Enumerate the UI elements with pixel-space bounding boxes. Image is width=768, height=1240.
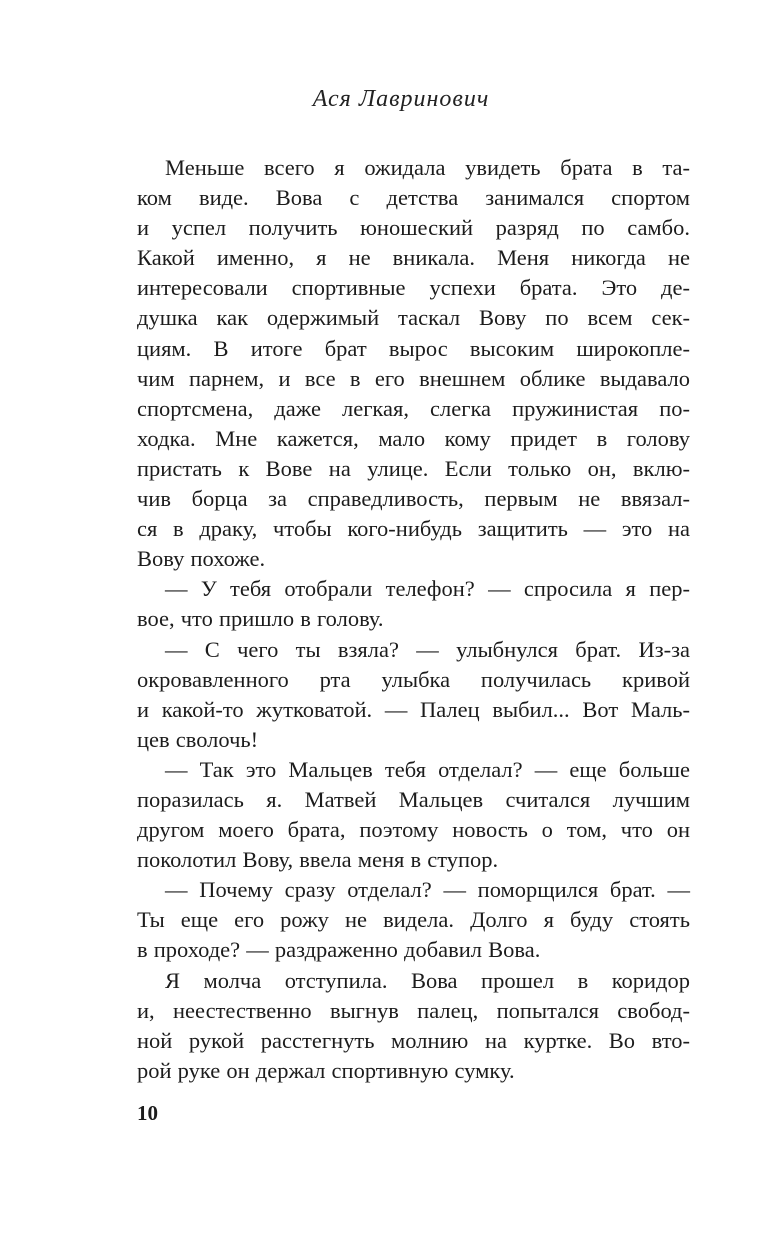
text-line: — Почему сразу отделал? — поморщился брат. — [165,877,690,903]
text-line: поколотил Вову, ввела меня в ступор. [137,847,499,873]
running-header-author: Ася Лавринович [312,86,490,112]
text-line: Вову похоже. [137,546,266,572]
text-line: — У тебя отобрали телефон? — спросила я пер- [165,576,690,602]
page-number: 10 [137,1101,158,1125]
paragraph [137,153,690,574]
text-line: ной рукой расстегнуть молнию на куртке. Во вто- [137,1027,690,1053]
text-line: окровавленного рта улыбка получилась кривой [137,666,690,692]
text-line: Я молча отступила. Вова прошел в коридор [165,967,690,993]
paragraph [137,966,690,1086]
text-block [137,153,690,1086]
text-line: и, неестественно выгнув палец, попытался свобод- [137,997,690,1023]
text-line: в проходе? — раздраженно добавил Вова. [137,937,541,963]
text-line: циям. В итоге брат вырос высоким широкопле- [137,335,690,361]
text-line: другом моего брата, поэтому новость о том, что он [137,817,690,843]
text-line: и какой-то жутковатой. — Палец выбил... Вот Маль- [137,696,690,722]
text-line: ся в драку, чтобы кого-нибудь защитить — это на [137,516,690,542]
text-line: рой руке он держал спортивную сумку. [137,1057,515,1083]
text-line: спортсмена, даже легкая, слегка пружинистая по- [137,395,690,421]
text-line: чив борца за справедливость, первым не ввязал- [137,486,690,512]
text-line: и успел получить юношеский разряд по самбо. [137,215,690,241]
paragraph [137,875,690,965]
paragraph [137,635,690,755]
text-line: Ты еще его рожу не видела. Долго я буду стоять [137,907,690,933]
text-line: Меньше всего я ожидала увидеть брата в та- [165,155,690,180]
text-line: — Так это Мальцев тебя отделал? — еще больше [165,756,690,782]
text-line: ходка. Мне кажется, мало кому придет в голову [137,425,690,451]
text-line: чим парнем, и все в его внешнем облике выдавало [137,365,690,391]
paragraph [137,574,690,634]
text-line: ком виде. Вова с детства занимался спортом [137,185,690,211]
text-line: цев сволочь! [137,726,259,752]
text-line: душка как одержимый таскал Вову по всем сек- [137,305,690,331]
text-line: поразилась я. Матвей Мальцев считался лучшим [137,786,690,812]
text-line: вое, что пришло в голову. [137,606,384,632]
text-line: Какой именно, я не вникала. Меня никогда не [137,245,690,271]
text-line: — С чего ты взяла? — улыбнулся брат. Из-за [165,636,690,662]
paragraph [137,755,690,875]
text-line: пристать к Вове на улице. Если только он, вклю- [137,455,690,481]
text-line: интересовали спортивные успехи брата. Это де- [137,275,690,301]
